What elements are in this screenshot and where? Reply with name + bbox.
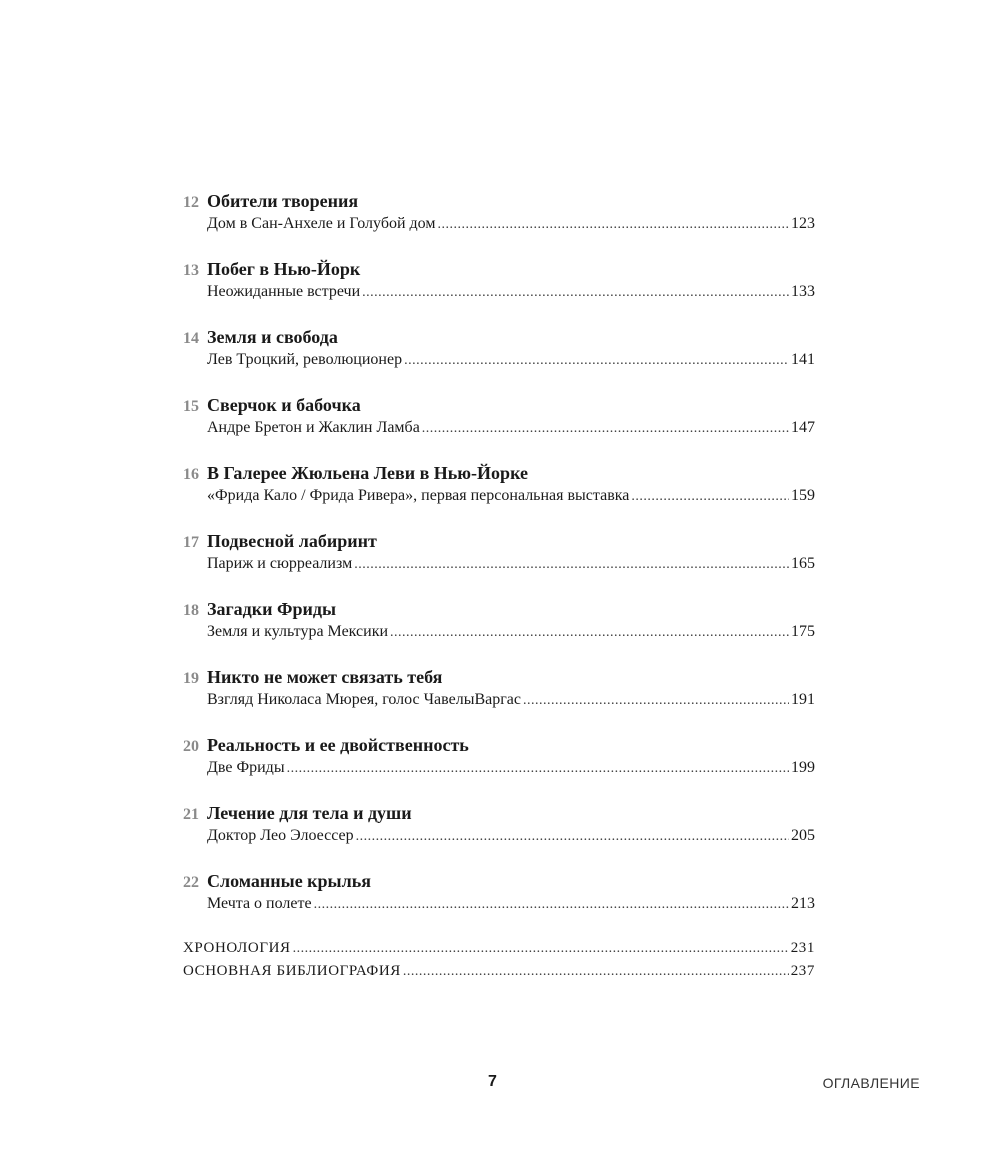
chapter-title: Загадки Фриды	[207, 599, 337, 619]
dot-leader	[523, 690, 789, 712]
chapter-heading	[183, 257, 815, 281]
dot-leader	[631, 486, 789, 508]
entry-subtitle: Доктор Лео Элоессер	[207, 827, 354, 844]
toc-entry[interactable]	[183, 213, 815, 235]
toc-chapter	[183, 529, 815, 597]
chapter-number: 19	[183, 670, 199, 687]
toc-backmatter-entry[interactable]	[183, 960, 815, 983]
chapter-heading	[183, 665, 815, 689]
entry-page-number: 199	[791, 759, 815, 776]
chapter-number: 20	[183, 738, 199, 755]
entry-subtitle: Дом в Сан-Анхеле и Голубой дом	[207, 215, 436, 232]
chapter-heading	[183, 529, 815, 553]
chapter-number: 13	[183, 262, 199, 279]
entry-subtitle: Неожиданные встречи	[207, 283, 361, 300]
entry-subtitle: Две Фриды	[207, 759, 285, 776]
toc-entry[interactable]	[183, 893, 815, 915]
chapter-heading	[183, 801, 815, 825]
chapter-number: 17	[183, 534, 199, 551]
entry-subtitle: Париж и сюрреализм	[207, 555, 353, 572]
dot-leader	[293, 937, 789, 960]
toc-chapter	[183, 733, 815, 801]
toc-chapter	[183, 801, 815, 869]
entry-subtitle: Земля и культура Мексики	[207, 623, 389, 640]
toc-backmatter-entry[interactable]	[183, 937, 815, 960]
dot-leader	[438, 214, 790, 236]
toc-chapter	[183, 597, 815, 665]
page-number: 7	[488, 1073, 497, 1090]
backmatter-list	[183, 937, 815, 983]
toc-entry[interactable]	[183, 689, 815, 711]
entry-page-number: 159	[791, 487, 815, 504]
toc-entry[interactable]	[183, 349, 815, 371]
entry-subtitle: Лев Троцкий, революционер	[207, 351, 403, 368]
chapter-title: Лечение для тела и души	[207, 803, 412, 823]
dot-leader	[422, 418, 789, 440]
chapter-heading	[183, 597, 815, 621]
entry-page-number: 213	[791, 895, 815, 912]
toc-entry[interactable]	[183, 553, 815, 575]
chapter-title: Реальность и ее двойственность	[207, 735, 469, 755]
chapter-heading	[183, 869, 815, 893]
chapter-number: 21	[183, 806, 199, 823]
chapter-title: В Галерее Жюльена Леви в Нью-Йорке	[207, 463, 528, 483]
toc-entry[interactable]	[183, 621, 815, 643]
chapter-title: Никто не может связать тебя	[207, 667, 443, 687]
toc-entry[interactable]	[183, 757, 815, 779]
chapter-title: Сломанные крылья	[207, 871, 371, 891]
chapter-title: Обители творения	[207, 191, 359, 211]
chapter-number: 14	[183, 330, 199, 347]
backmatter-page-number: 237	[790, 963, 815, 979]
table-of-contents	[183, 189, 815, 983]
dot-leader	[404, 350, 789, 372]
toc-chapter	[183, 325, 815, 393]
chapter-title: Побег в Нью-Йорк	[207, 259, 361, 279]
chapter-title: Сверчок и бабочка	[207, 395, 361, 415]
backmatter-title: ХРОНОЛОГИЯ	[183, 940, 291, 956]
dot-leader	[362, 282, 789, 304]
toc-chapter	[183, 257, 815, 325]
entry-subtitle: Андре Бретон и Жаклин Ламба	[207, 419, 420, 436]
dot-leader	[287, 758, 789, 780]
toc-chapter	[183, 189, 815, 257]
chapter-title: Земля и свобода	[207, 327, 338, 347]
toc-entry[interactable]	[183, 417, 815, 439]
chapter-list	[183, 189, 815, 937]
chapter-heading	[183, 325, 815, 349]
chapter-number: 22	[183, 874, 199, 891]
chapter-heading	[183, 461, 815, 485]
entry-page-number: 175	[791, 623, 815, 640]
entry-page-number: 123	[791, 215, 815, 232]
toc-entry[interactable]	[183, 485, 815, 507]
entry-page-number: 141	[791, 351, 815, 368]
chapter-number: 12	[183, 194, 199, 211]
entry-page-number: 165	[791, 555, 815, 572]
dot-leader	[403, 960, 789, 983]
entry-subtitle: «Фрида Кало / Фрида Ривера», первая персональная выставка	[207, 487, 630, 504]
toc-entry[interactable]	[183, 281, 815, 303]
dot-leader	[354, 554, 789, 576]
entry-page-number: 205	[791, 827, 815, 844]
toc-chapter	[183, 869, 815, 937]
chapter-number: 15	[183, 398, 199, 415]
chapter-title: Подвесной лабиринт	[207, 531, 377, 551]
chapter-number: 16	[183, 466, 199, 483]
entry-subtitle: Мечта о полете	[207, 895, 312, 912]
chapter-heading	[183, 393, 815, 417]
backmatter-title: ОСНОВНАЯ БИБЛИОГРАФИЯ	[183, 963, 401, 979]
running-footer-label: ОГЛАВЛЕНИЕ	[822, 1075, 920, 1091]
toc-chapter	[183, 461, 815, 529]
dot-leader	[390, 622, 789, 644]
chapter-number: 18	[183, 602, 199, 619]
toc-chapter	[183, 393, 815, 461]
entry-page-number: 133	[791, 283, 815, 300]
entry-subtitle: Взгляд Николаса Мюрея, голос ЧавелыВаргас	[207, 691, 521, 708]
chapter-heading	[183, 733, 815, 757]
dot-leader	[314, 894, 789, 916]
dot-leader	[356, 826, 789, 848]
backmatter-page-number: 231	[790, 940, 815, 956]
chapter-heading	[183, 189, 815, 213]
toc-chapter	[183, 665, 815, 733]
entry-page-number: 191	[791, 691, 815, 708]
toc-entry[interactable]	[183, 825, 815, 847]
entry-page-number: 147	[791, 419, 815, 436]
